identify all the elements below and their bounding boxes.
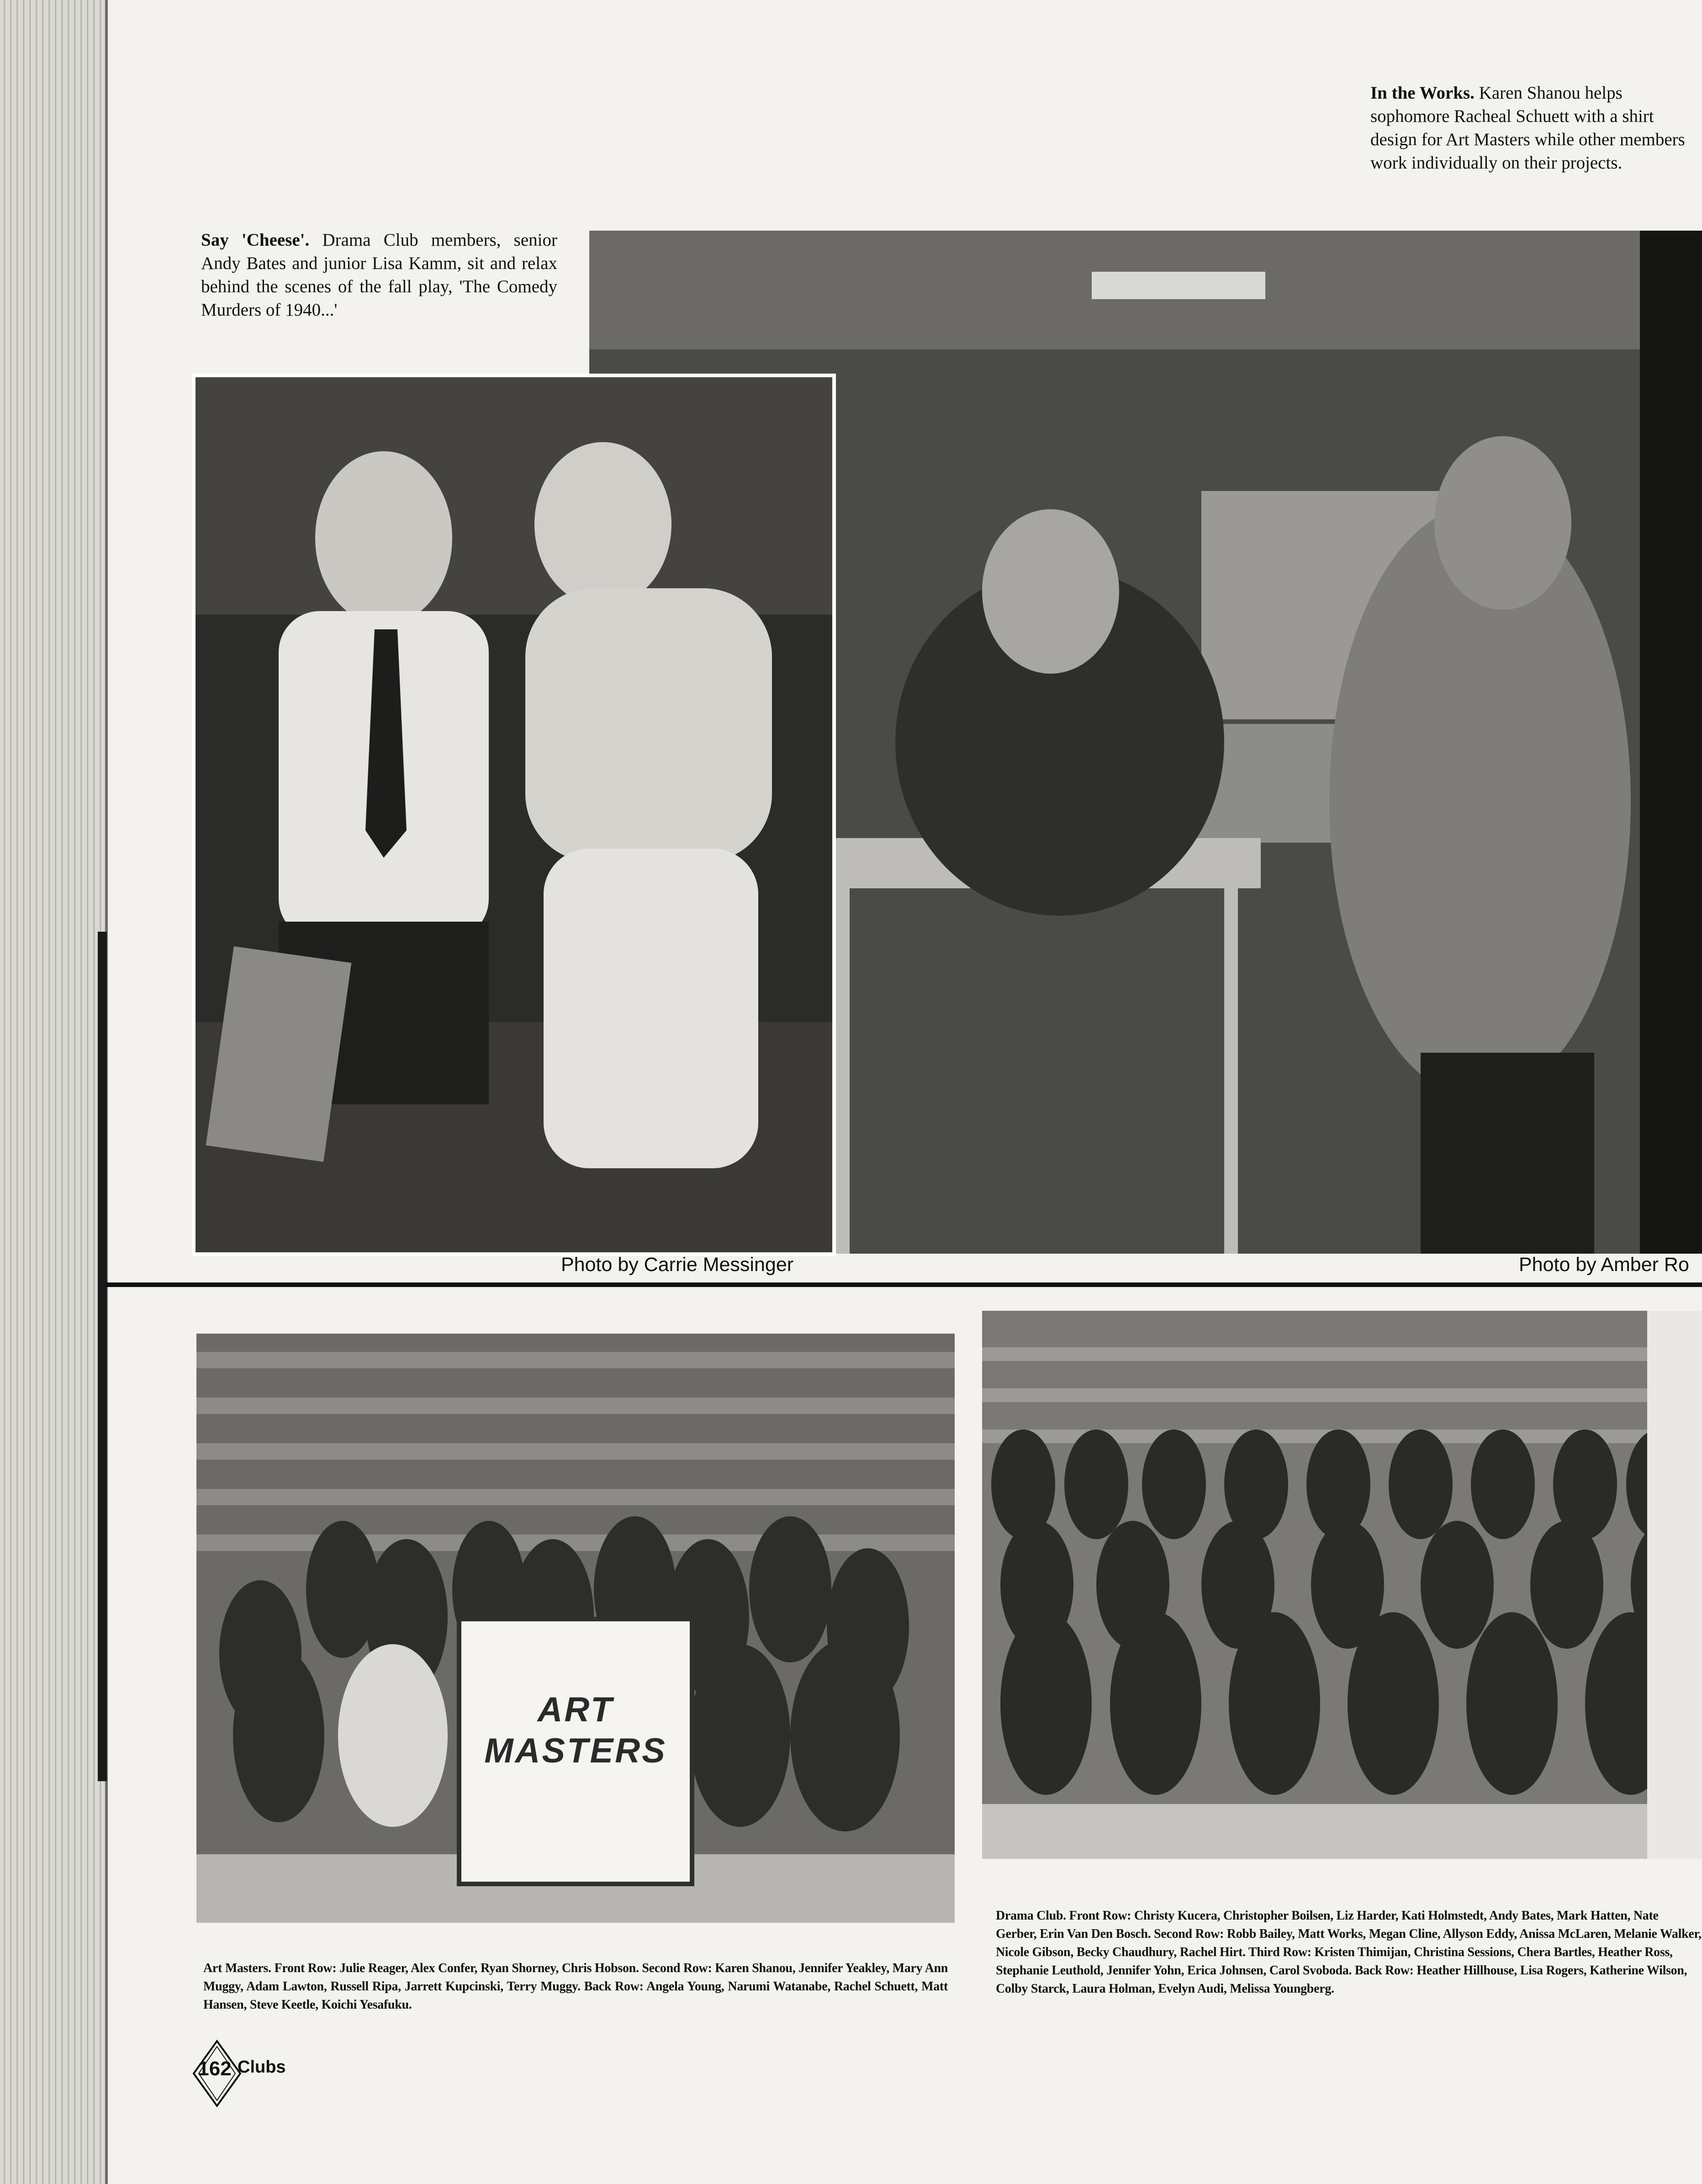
photo-say-cheese (192, 374, 836, 1256)
photo-art-masters-group (196, 1334, 955, 1923)
page-edges (0, 0, 108, 2184)
caption-say-cheese-text: Drama Club members, senior Andy Bates and junior Lisa Kamm, sit and relax behind the scenes of the fall play, 'The Comedy Murders of 1940...' (201, 230, 557, 320)
binding-gutter (98, 932, 107, 1781)
photo-credit-right: Photo by Amber Ro (1519, 1254, 1689, 1276)
caption-in-the-works-title: In the Works. (1370, 83, 1475, 103)
caption-say-cheese (201, 228, 557, 322)
page-number: 162 (198, 2057, 232, 2080)
photo-drama-club-group (982, 1311, 1702, 1859)
section-divider (105, 1282, 1702, 1287)
roster-art-masters: Art Masters. Front Row: Julie Reager, Alex Confer, Ryan Shorney, Chris Hobson. Second Row: Karen Shanou, Jennifer Yeakley, Mary Ann Muggy, Adam Lawton, Russell Ripa, Jarrett Kupcinski, Terry Muggy. Back Row: Angela Young, Narumi Watanabe, Rachel Schuett, Matt Hansen, Steve Keetle, Koichi Yesafuku. (203, 1961, 948, 2012)
roster-drama-club: Drama Club. Front Row: Christy Kucera, Christopher Boilsen, Liz Harder, Kati Holmstedt, Andy Bates, Mark Hatten, Nate Gerber, Erin Van Den Bosch. Second Row: Robb Bailey, Matt Works, Megan Cline, Allyson Eddy, Anissa McLaren, Melanie Walker, Nicole Gibson, Becky Chaudhury, Rachel Hirt. Third Row: Kristen Thimijan, Christina Sessions, Chera Bartles, Heather Ross, Stephanie Leuthold, Jennifer Yohn, Erica Johnsen, Carol Svoboda. Back Row: Heather Hillhouse, Lisa Rogers, Katherine Wilson, Colby Starck, Laura Holman, Evelyn Audi, Melissa Youngberg. (996, 1909, 1702, 1996)
caption-in-the-works-text: Karen Shanou helps sophomore Racheal Schuett with a shirt design for Art Masters while other members work individually on their projects. (1370, 83, 1685, 173)
photo-credit-left: Photo by Carrie Messinger (561, 1254, 794, 1276)
photo-say-cheese-scene (192, 374, 836, 1256)
art-masters-banner-line2: MASTERS (484, 1731, 667, 1770)
art-masters-banner (457, 1617, 694, 1886)
photo-drama-club-scene (982, 1311, 1702, 1859)
caption-say-cheese-title: Say 'Cheese'. (201, 230, 310, 250)
section-label: Clubs (238, 2057, 286, 2077)
caption-in-the-works (1370, 81, 1702, 205)
art-masters-banner-line1: ART (537, 1690, 614, 1729)
